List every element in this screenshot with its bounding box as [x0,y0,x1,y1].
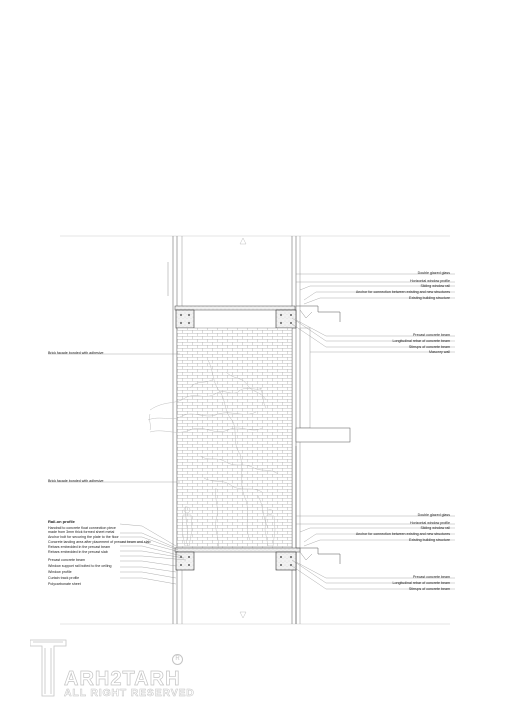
label-brick-facade-1: Brick facade bonded with adhesive [48,351,104,355]
label-precast-concrete-beam-2: Precast concrete beam [413,575,450,579]
label-concrete-landing: Concrete landing area after placement of precast beam and slab [48,540,151,544]
label-window-support-rail: Window support rail bolted to the ceiling [48,564,112,568]
label-curtain-track: Curtain track profile [48,576,80,580]
label-stirrups-2: Stirrups of concrete beam [408,587,450,591]
label-handrail-connection: Handrail to concrete float connection piece [48,526,116,530]
label-masonry-wall: Masonry wall [429,350,450,354]
label-brick-facade-2: Brick facade bonded with adhesive [48,479,104,483]
brick-wall [177,328,292,548]
label-longitudinal-rebar: Longitudinal rebar of concrete beam [392,339,450,343]
label-precast-concrete-beam: Precast concrete beam [413,333,450,337]
label-existing-building-structure: Existing building structure [409,296,450,300]
label-window-profile: Window profile [48,570,72,574]
upper-slab [175,306,295,310]
label-anchor-connection: Anchor for connection between existing and new structures [355,290,450,294]
watermark-subtitle: ALL RIGHT RESERVED [64,687,195,699]
label-stirrups: Stirrups of concrete beam [408,345,450,349]
label-horizontal-window-profile: Horizontal window profile [410,279,450,283]
label-sliding-window-rail-2: Sliding window rail [420,526,450,530]
upper-beam-left [176,310,194,328]
existing-slab-mid [296,428,350,442]
label-anchor-connection-2: Anchor for connection between existing and new structures [355,532,450,536]
label-rail-on-profile: Rail-on profile [48,519,75,524]
upper-beam-right [276,310,296,328]
label-horizontal-window-profile-2: Horizontal window profile [410,521,450,525]
label-rebars-beam: Rebars embedded in the precast beam [48,545,111,549]
label-precast-beam-left: Precast concrete beam [48,558,85,562]
watermark-brand: ARH2TARH [64,668,181,690]
label-double-glazed-glass: Double glazed glass [417,271,450,275]
label-existing-building-structure-2: Existing building structure [409,538,450,542]
masonry-wall [300,328,310,428]
lower-slab [175,548,300,552]
lower-beam-right [276,552,296,570]
label-longitudinal-rebar-2: Longitudinal rebar of concrete beam [392,581,450,585]
label-rebars-slab: Rebars embedded in the precast slab [48,550,108,554]
label-polycarbonate: Polycarbonate sheet [48,582,81,586]
label-double-glazed-glass-2: Double glazed glass [417,513,450,517]
lower-beam-left [176,552,194,570]
label-anchor-bolt: Anchor bolt for securing the plate to the floor [48,535,119,539]
label-formed-sheet-metal: made from 3mm thick formed sheet metal [48,530,115,534]
label-sliding-window-rail: Sliding window rail [420,284,450,288]
registered-mark: R [172,654,183,665]
